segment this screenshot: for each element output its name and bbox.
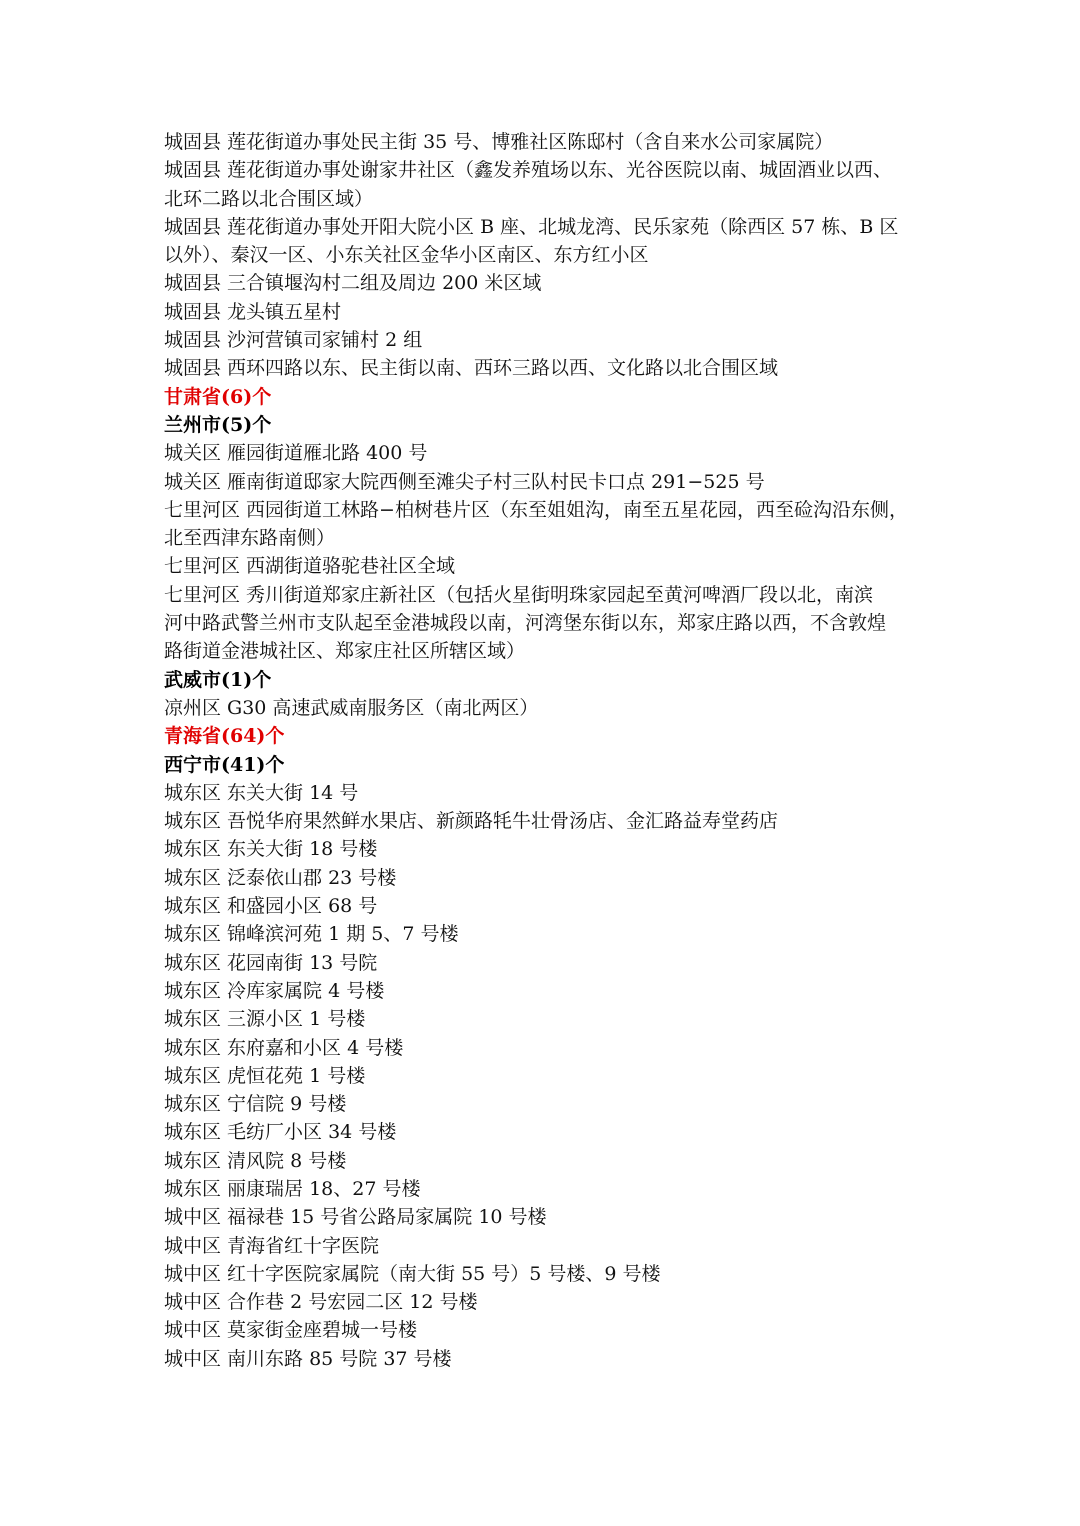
city-heading: 西宁市(41)个	[164, 753, 285, 776]
entry-line: 城中区 合作巷 2 号宏园二区 12 号楼	[164, 1291, 478, 1314]
entry-line: 凉州区 G30 高速武威南服务区（南北两区）	[164, 696, 539, 719]
entry-line: 城固县 三合镇堰沟村二组及周边 200 米区域	[164, 272, 542, 295]
entry-line: 城中区 福禄巷 15 号省公路局家属院 10 号楼	[164, 1206, 547, 1229]
entry-line: 城固县 龙头镇五星村	[164, 300, 342, 323]
entry-line: 城中区 青海省红十字医院	[164, 1234, 380, 1257]
entry-line: 城中区 南川东路 85 号院 37 号楼	[164, 1347, 452, 1370]
entry-line: 北环二路以北合围区域）	[164, 187, 374, 210]
entry-line: 城固县 沙河营镇司家铺村 2 组	[164, 329, 423, 352]
entry-line: 城东区 吾悦华府果然鲜水果店、新颜路牦牛壮骨汤店、金汇路益寿堂药店	[164, 810, 779, 833]
entry-line: 城东区 泛泰依山郡 23 号楼	[164, 866, 397, 889]
entry-line: 七里河区 西湖街道骆驼巷社区全域	[164, 555, 456, 578]
entry-line: 城东区 和盛园小区 68 号	[164, 895, 378, 918]
entry-line: 城关区 雁园街道雁北路 400 号	[164, 442, 428, 465]
entry-line: 七里河区 秀川街道郑家庄新社区（包括火星街明珠家园起至黄河啤酒厂段以北，南滨	[164, 583, 874, 606]
entry-line: 城东区 花园南街 13 号院	[164, 951, 378, 974]
entry-line: 城东区 冷库家属院 4 号楼	[164, 979, 385, 1002]
entry-line: 城固县 莲花街道办事处民主街 35 号、博雅社区陈邸村（含自来水公司家属院）	[164, 131, 834, 153]
province-heading: 青海省(64)个	[164, 725, 285, 748]
entry-line: 城东区 锦峰滨河苑 1 期 5、7 号楼	[164, 923, 459, 946]
entry-line: 路街道金港城社区、郑家庄社区所辖区域）	[164, 640, 526, 663]
entry-line: 北至西津东路南侧）	[164, 527, 336, 550]
entry-line: 城中区 红十字医院家属院（南大街 55 号）5 号楼、9 号楼	[164, 1262, 661, 1285]
entry-line: 城东区 宁信院 9 号楼	[164, 1093, 347, 1116]
entry-line: 城中区 莫家街金座碧城一号楼	[164, 1319, 418, 1342]
entry-line: 城固县 莲花街道办事处开阳大院小区 B 座、北城龙湾、民乐家苑（除西区 57 栋、B 区	[164, 215, 899, 238]
entry-line: 城东区 清风院 8 号楼	[164, 1149, 347, 1172]
entry-line: 城东区 东关大街 18 号楼	[164, 838, 378, 861]
province-heading: 甘肃省(6)个	[164, 385, 272, 408]
entry-line: 以外）、秦汉一区、小东关社区金华小区南区、东方红小区	[164, 244, 649, 267]
entry-line: 城固县 莲花街道办事处谢家井社区（鑫发养殖场以东、光谷医院以南、城固酒业以西、	[164, 159, 893, 182]
entry-line: 河中路武警兰州市支队起至金港城段以南，河湾堡东街以东，郑家庄路以西，不含敦煌	[164, 612, 887, 635]
city-heading: 武威市(1)个	[164, 668, 272, 691]
entry-line: 城东区 东府嘉和小区 4 号楼	[164, 1036, 404, 1059]
entry-line: 城东区 毛纺厂小区 34 号楼	[164, 1121, 397, 1144]
entry-line: 城关区 雁南街道邸家大院西侧至滩尖子村三队村民卡口点 291−525 号	[164, 470, 765, 493]
entry-line: 城东区 东关大街 14 号	[164, 781, 359, 804]
city-heading: 兰州市(5)个	[164, 413, 272, 436]
entry-line: 城东区 三源小区 1 号楼	[164, 1008, 366, 1031]
entry-line: 城固县 西环四路以东、民主街以南、西环三路以西、文化路以北合围区域	[164, 357, 779, 380]
entry-line: 城东区 丽康瑞居 18、27 号楼	[164, 1177, 421, 1200]
document-body	[164, 128, 924, 1373]
entry-line: 七里河区 西园街道工林路−柏树巷片区（东至姐姐沟，南至五星花园，西至硷沟沿东侧，	[164, 498, 908, 521]
entry-line: 城东区 虎恒花苑 1 号楼	[164, 1064, 366, 1087]
